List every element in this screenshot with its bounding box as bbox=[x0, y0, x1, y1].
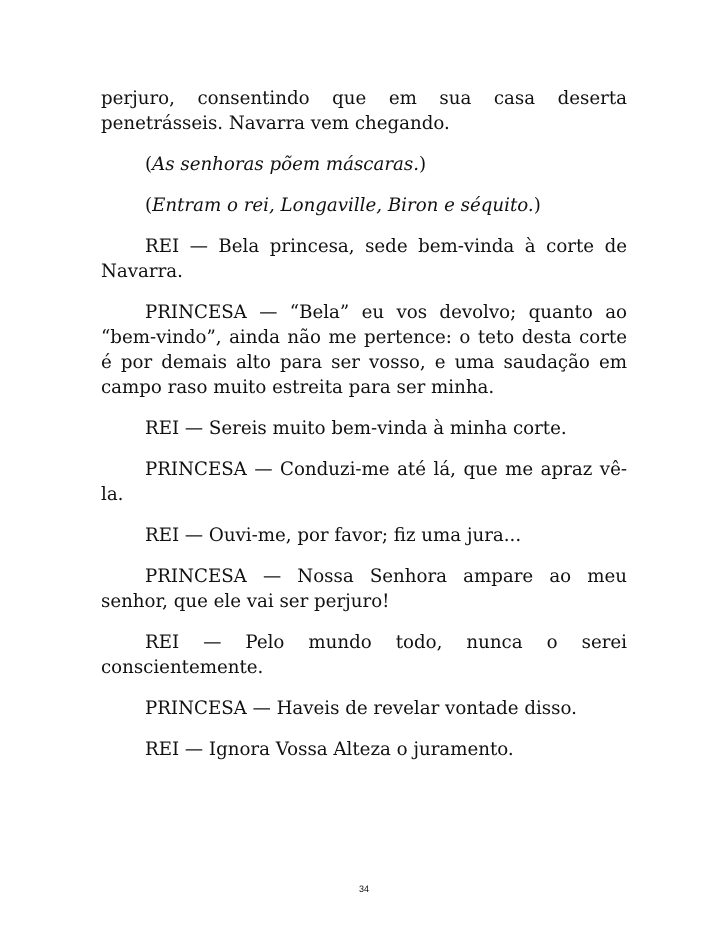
stage-direction-text: As senhoras põem máscaras. bbox=[152, 154, 419, 175]
dialogue-line-princesa-1: PRINCESA — “Bela” eu vos devolvo; quanto ao “bem-vindo”, ainda não me pertence: o teto desta corte é por demais alto para ser vosso, e uma saudação em campo raso muito estreita para ser minha. bbox=[101, 302, 627, 398]
stage-direction-open-paren: ( bbox=[145, 195, 153, 216]
dialogue-line-rei-5: REI — Ignora Vossa Alteza o juramento. bbox=[145, 739, 514, 760]
dialogue-line-princesa-4: PRINCESA — Haveis de revelar vontade disso. bbox=[145, 698, 577, 719]
stage-direction-open-paren: ( bbox=[145, 154, 153, 175]
stage-direction-masks bbox=[101, 152, 627, 177]
stage-direction-close-paren: ) bbox=[533, 195, 541, 216]
paragraph-continuation: perjuro, consentindo que em sua casa deserta penetrásseis. Navarra vem chegando. bbox=[101, 88, 627, 134]
stage-direction-entrance bbox=[101, 193, 627, 218]
text-body bbox=[101, 86, 627, 778]
page-number: 34 bbox=[358, 884, 369, 894]
stage-direction-close-paren: ) bbox=[418, 154, 427, 175]
dialogue-line-rei-2: REI — Sereis muito bem-vinda à minha corte. bbox=[145, 418, 567, 439]
stage-direction-text: Entram o rei, Longaville, Biron e séquito. bbox=[152, 195, 534, 216]
dialogue-line-rei-4: REI — Pelo mundo todo, nunca o serei conscientemente. bbox=[101, 632, 627, 678]
dialogue-line-rei-3: REI — Ouvi-me, por favor; fiz uma jura... bbox=[145, 525, 522, 546]
dialogue-line-princesa-3: PRINCESA — Nossa Senhora ampare ao meu senhor, que ele vai ser perjuro! bbox=[101, 566, 627, 612]
dialogue-line-rei-1: REI — Bela princesa, sede bem-vinda à corte de Navarra. bbox=[101, 236, 627, 282]
dialogue-line-princesa-2: PRINCESA — Conduzi-me até lá, que me apraz vê-la. bbox=[101, 459, 627, 505]
